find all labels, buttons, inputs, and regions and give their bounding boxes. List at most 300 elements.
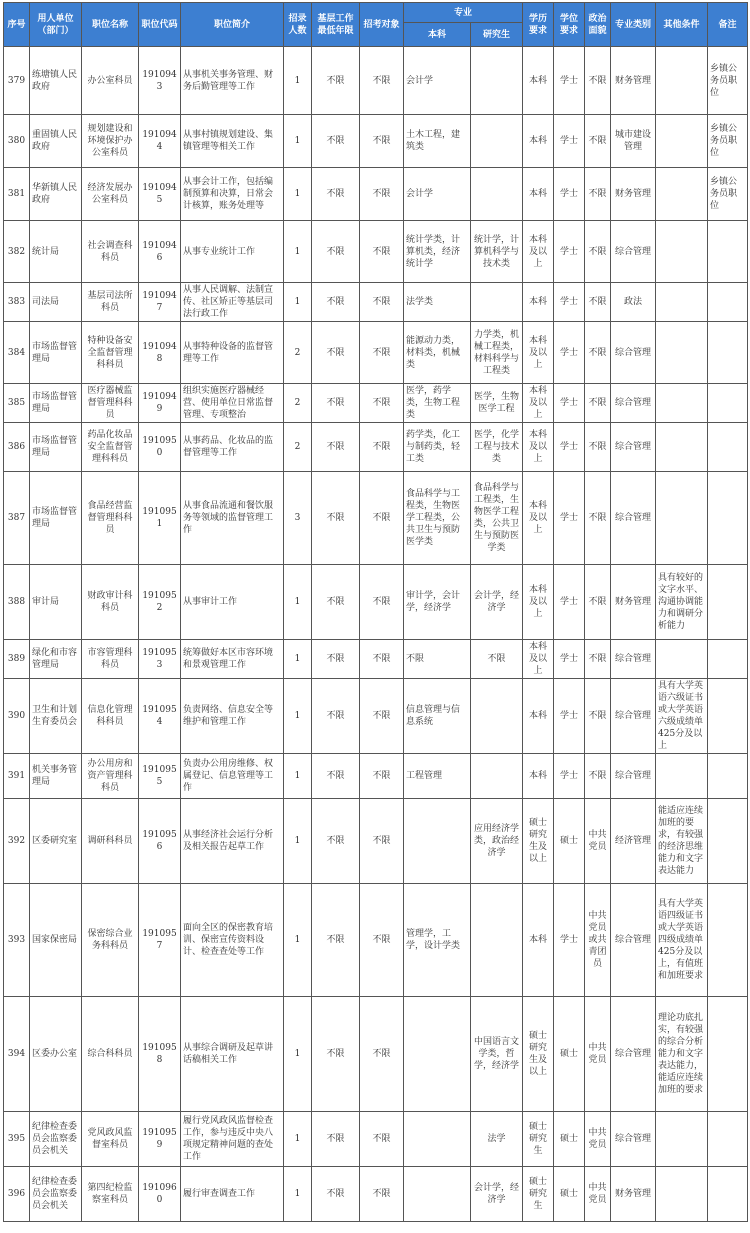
cell-grad-major: 医学，生物医学工程	[471, 384, 523, 423]
cell-unit: 练塘镇人民政府	[30, 47, 82, 115]
cell-category: 综合管理	[611, 221, 656, 283]
cell-target: 不限	[360, 423, 404, 472]
cell-undergrad-major: 土木工程，建筑类	[404, 115, 471, 168]
cell-other	[656, 472, 708, 565]
cell-note	[708, 322, 748, 384]
table-row	[4, 168, 748, 221]
cell-target: 不限	[360, 221, 404, 283]
cell-unit: 区委研究室	[30, 799, 82, 884]
cell-degree: 学士	[554, 168, 585, 221]
cell-category: 财务管理	[611, 47, 656, 115]
cell-grad-major	[471, 884, 523, 997]
cell-note	[708, 640, 748, 679]
cell-unit: 纪律检查委员会监察委员会机关	[30, 1167, 82, 1222]
cell-target: 不限	[360, 884, 404, 997]
cell-target: 不限	[360, 384, 404, 423]
cell-grad-major: 食品科学与工程类，生物医学工程类，公共卫生与预防医学类	[471, 472, 523, 565]
cell-note	[708, 799, 748, 884]
table-row	[4, 115, 748, 168]
table-row	[4, 884, 748, 997]
cell-grad-major	[471, 115, 523, 168]
cell-years: 不限	[312, 283, 360, 322]
cell-count: 1	[284, 1112, 312, 1167]
cell-position-name: 经济发展办公室科员	[82, 168, 139, 221]
col-years: 基层工作最低年限	[312, 3, 360, 47]
cell-target: 不限	[360, 754, 404, 799]
table-row	[4, 754, 748, 799]
cell-years: 不限	[312, 1167, 360, 1222]
cell-position-name: 社会调查科科员	[82, 221, 139, 283]
cell-target: 不限	[360, 47, 404, 115]
cell-grad-major: 中国语言文学类，哲学，经济学	[471, 997, 523, 1112]
cell-seq: 395	[4, 1112, 30, 1167]
cell-politics: 中共党员	[585, 799, 611, 884]
cell-education: 硕士研究生及以上	[523, 997, 554, 1112]
col-position-code: 职位代码	[139, 3, 181, 47]
cell-intro: 从事村镇规划建设、集镇管理等相关工作	[181, 115, 284, 168]
cell-years: 不限	[312, 221, 360, 283]
cell-note	[708, 1167, 748, 1222]
cell-other	[656, 423, 708, 472]
cell-category: 财务管理	[611, 565, 656, 640]
cell-seq: 382	[4, 221, 30, 283]
cell-note	[708, 884, 748, 997]
cell-intro: 从事经济社会运行分析及相关报告起草工作	[181, 799, 284, 884]
cell-politics: 不限	[585, 47, 611, 115]
col-seq: 序号	[4, 3, 30, 47]
cell-position-name: 调研科科员	[82, 799, 139, 884]
table-row	[4, 799, 748, 884]
cell-count: 1	[284, 221, 312, 283]
cell-politics: 不限	[585, 168, 611, 221]
col-target: 招考对象	[360, 3, 404, 47]
cell-unit: 市场监督管理局	[30, 322, 82, 384]
table-row	[4, 679, 748, 754]
cell-years: 不限	[312, 384, 360, 423]
cell-category: 城市建设管理	[611, 115, 656, 168]
cell-note	[708, 679, 748, 754]
table-row	[4, 640, 748, 679]
cell-position-code: 1910955	[139, 754, 181, 799]
cell-position-name: 办公用房和资产管理科科员	[82, 754, 139, 799]
cell-unit: 重固镇人民政府	[30, 115, 82, 168]
cell-intro: 组织实施医疗器械经营、使用单位日常监督管理、专项整治	[181, 384, 284, 423]
cell-note	[708, 423, 748, 472]
cell-target: 不限	[360, 472, 404, 565]
table-row	[4, 1167, 748, 1222]
cell-position-name: 第四纪检监察室科员	[82, 1167, 139, 1222]
cell-position-code: 1910943	[139, 47, 181, 115]
cell-intro: 统筹做好本区市容环境和景观管理工作	[181, 640, 284, 679]
cell-undergrad-major: 管理学，工学，设计学类	[404, 884, 471, 997]
col-category: 专业类别	[611, 3, 656, 47]
cell-category: 财务管理	[611, 1167, 656, 1222]
cell-position-name: 党风政风监督室科员	[82, 1112, 139, 1167]
cell-position-code: 1910957	[139, 884, 181, 997]
cell-degree: 学士	[554, 754, 585, 799]
cell-count: 1	[284, 47, 312, 115]
cell-category: 综合管理	[611, 640, 656, 679]
cell-seq: 391	[4, 754, 30, 799]
cell-other	[656, 322, 708, 384]
cell-intro: 负责办公用房维修、权属登记、信息管理等工作	[181, 754, 284, 799]
cell-intro: 从事会计工作，包括编制预算和决算，日常会计核算，账务处理等	[181, 168, 284, 221]
cell-grad-major: 统计学，计算机科学与技术类	[471, 221, 523, 283]
col-position-name: 职位名称	[82, 3, 139, 47]
cell-grad-major: 会计学，经济学	[471, 1167, 523, 1222]
table-row	[4, 472, 748, 565]
cell-politics: 不限	[585, 115, 611, 168]
cell-undergrad-major: 能源动力类，材料类，机械类	[404, 322, 471, 384]
cell-degree: 硕士	[554, 799, 585, 884]
cell-degree: 硕士	[554, 1112, 585, 1167]
cell-degree: 学士	[554, 322, 585, 384]
cell-target: 不限	[360, 1167, 404, 1222]
cell-unit: 司法局	[30, 283, 82, 322]
cell-unit: 绿化和市容管理局	[30, 640, 82, 679]
cell-note	[708, 565, 748, 640]
cell-years: 不限	[312, 640, 360, 679]
col-unit: 用人单位（部门）	[30, 3, 82, 47]
cell-unit: 卫生和计划生育委员会	[30, 679, 82, 754]
cell-politics: 中共党员	[585, 1167, 611, 1222]
col-other: 其他条件	[656, 3, 708, 47]
cell-unit: 市场监督管理局	[30, 423, 82, 472]
cell-note	[708, 221, 748, 283]
cell-position-code: 1910947	[139, 283, 181, 322]
cell-undergrad-major	[404, 799, 471, 884]
cell-category: 综合管理	[611, 1112, 656, 1167]
cell-position-code: 1910959	[139, 1112, 181, 1167]
cell-position-code: 1910944	[139, 115, 181, 168]
cell-position-name: 药品化妆品安全监督管理科科员	[82, 423, 139, 472]
cell-other: 具有大学英语四级证书或大学英语四级成绩单425分及以上，有值班和加班要求	[656, 884, 708, 997]
cell-unit: 统计局	[30, 221, 82, 283]
cell-target: 不限	[360, 1112, 404, 1167]
cell-other	[656, 168, 708, 221]
table-header	[4, 3, 748, 47]
cell-count: 1	[284, 754, 312, 799]
cell-seq: 381	[4, 168, 30, 221]
cell-note: 乡镇公务员职位	[708, 168, 748, 221]
cell-unit: 市场监督管理局	[30, 384, 82, 423]
cell-education: 硕士研究生	[523, 1167, 554, 1222]
col-undergrad: 本科	[404, 23, 471, 47]
cell-education: 本科及以上	[523, 423, 554, 472]
cell-note	[708, 1112, 748, 1167]
cell-politics: 不限	[585, 679, 611, 754]
cell-politics: 不限	[585, 221, 611, 283]
cell-education: 本科	[523, 754, 554, 799]
cell-years: 不限	[312, 115, 360, 168]
cell-position-code: 1910946	[139, 221, 181, 283]
cell-other: 具有大学英语六级证书或大学英语六级成绩单425分及以上	[656, 679, 708, 754]
cell-grad-major: 力学类，机械工程类，材料科学与工程类	[471, 322, 523, 384]
table-row	[4, 283, 748, 322]
cell-undergrad-major: 审计学，会计学，经济学	[404, 565, 471, 640]
cell-degree: 学士	[554, 384, 585, 423]
cell-degree: 学士	[554, 640, 585, 679]
cell-undergrad-major: 法学类	[404, 283, 471, 322]
cell-intro: 从事机关事务管理、财务后勤管理等工作	[181, 47, 284, 115]
col-education: 学历要求	[523, 3, 554, 47]
cell-position-code: 1910953	[139, 640, 181, 679]
col-intro: 职位简介	[181, 3, 284, 47]
cell-undergrad-major: 会计学	[404, 47, 471, 115]
cell-note	[708, 384, 748, 423]
cell-seq: 386	[4, 423, 30, 472]
cell-grad-major: 应用经济学类，政治经济学	[471, 799, 523, 884]
cell-education: 本科	[523, 679, 554, 754]
cell-position-name: 保密综合业务科科员	[82, 884, 139, 997]
cell-degree: 硕士	[554, 1167, 585, 1222]
cell-seq: 396	[4, 1167, 30, 1222]
cell-grad-major: 会计学，经济学	[471, 565, 523, 640]
cell-degree: 硕士	[554, 997, 585, 1112]
cell-years: 不限	[312, 799, 360, 884]
cell-degree: 学士	[554, 884, 585, 997]
cell-position-code: 1910948	[139, 322, 181, 384]
cell-other: 理论功底扎实，有较强的综合分析能力和文字表达能力，能适应连续加班的要求	[656, 997, 708, 1112]
cell-degree: 学士	[554, 283, 585, 322]
cell-position-code: 1910956	[139, 799, 181, 884]
cell-position-name: 医疗器械监督管理科科员	[82, 384, 139, 423]
cell-target: 不限	[360, 679, 404, 754]
cell-education: 硕士研究生	[523, 1112, 554, 1167]
cell-politics: 不限	[585, 322, 611, 384]
cell-other	[656, 384, 708, 423]
cell-target: 不限	[360, 997, 404, 1112]
cell-politics: 中共党员	[585, 997, 611, 1112]
cell-intro: 履行审查调查工作	[181, 1167, 284, 1222]
col-degree: 学位要求	[554, 3, 585, 47]
cell-undergrad-major: 会计学	[404, 168, 471, 221]
cell-position-code: 1910951	[139, 472, 181, 565]
table-row	[4, 1112, 748, 1167]
cell-position-name: 财政审计科科员	[82, 565, 139, 640]
cell-years: 不限	[312, 754, 360, 799]
cell-intro: 从事人民调解、法制宣传、社区矫正等基层司法行政工作	[181, 283, 284, 322]
cell-count: 1	[284, 565, 312, 640]
cell-position-name: 办公室科员	[82, 47, 139, 115]
cell-politics: 不限	[585, 283, 611, 322]
cell-seq: 388	[4, 565, 30, 640]
cell-intro: 从事特种设备的监督管理等工作	[181, 322, 284, 384]
cell-undergrad-major: 工程管理	[404, 754, 471, 799]
cell-degree: 学士	[554, 679, 585, 754]
table-body	[4, 47, 748, 1222]
cell-degree: 学士	[554, 221, 585, 283]
cell-other	[656, 1112, 708, 1167]
cell-seq: 394	[4, 997, 30, 1112]
cell-count: 3	[284, 472, 312, 565]
cell-other: 具有较好的文字水平、沟通协调能力和调研分析能力	[656, 565, 708, 640]
cell-grad-major	[471, 679, 523, 754]
cell-politics: 不限	[585, 384, 611, 423]
cell-other	[656, 1167, 708, 1222]
cell-unit: 机关事务管理局	[30, 754, 82, 799]
cell-undergrad-major	[404, 997, 471, 1112]
cell-count: 1	[284, 283, 312, 322]
cell-note	[708, 754, 748, 799]
cell-years: 不限	[312, 168, 360, 221]
cell-years: 不限	[312, 884, 360, 997]
cell-undergrad-major: 不限	[404, 640, 471, 679]
cell-years: 不限	[312, 472, 360, 565]
table-row	[4, 221, 748, 283]
cell-category: 综合管理	[611, 472, 656, 565]
cell-other	[656, 283, 708, 322]
cell-target: 不限	[360, 565, 404, 640]
cell-position-code: 1910954	[139, 679, 181, 754]
cell-position-code: 1910950	[139, 423, 181, 472]
cell-education: 本科	[523, 283, 554, 322]
cell-other	[656, 221, 708, 283]
cell-education: 本科	[523, 168, 554, 221]
cell-seq: 385	[4, 384, 30, 423]
cell-grad-major	[471, 754, 523, 799]
cell-politics: 不限	[585, 640, 611, 679]
cell-category: 财务管理	[611, 168, 656, 221]
cell-note	[708, 997, 748, 1112]
cell-intro: 从事综合调研及起草讲话稿相关工作	[181, 997, 284, 1112]
cell-intro: 从事专业统计工作	[181, 221, 284, 283]
cell-degree: 学士	[554, 115, 585, 168]
cell-years: 不限	[312, 423, 360, 472]
cell-years: 不限	[312, 565, 360, 640]
cell-unit: 区委办公室	[30, 997, 82, 1112]
table-row	[4, 384, 748, 423]
cell-years: 不限	[312, 997, 360, 1112]
cell-position-code: 1910960	[139, 1167, 181, 1222]
cell-undergrad-major: 食品科学与工程类，生物医学工程类，公共卫生与预防医学类	[404, 472, 471, 565]
cell-seq: 389	[4, 640, 30, 679]
col-politics: 政治面貌	[585, 3, 611, 47]
cell-position-name: 食品经营监督管理科科员	[82, 472, 139, 565]
cell-category: 综合管理	[611, 997, 656, 1112]
cell-other	[656, 640, 708, 679]
cell-degree: 学士	[554, 423, 585, 472]
cell-seq: 390	[4, 679, 30, 754]
cell-intro: 面向全区的保密教育培训、保密宣传资料设计、检查查处等工作	[181, 884, 284, 997]
cell-count: 1	[284, 997, 312, 1112]
cell-education: 本科及以上	[523, 565, 554, 640]
cell-position-code: 1910952	[139, 565, 181, 640]
cell-unit: 华新镇人民政府	[30, 168, 82, 221]
cell-position-name: 综合科科员	[82, 997, 139, 1112]
cell-count: 1	[284, 640, 312, 679]
cell-intro: 从事审计工作	[181, 565, 284, 640]
cell-unit: 国家保密局	[30, 884, 82, 997]
cell-grad-major	[471, 283, 523, 322]
cell-category: 综合管理	[611, 679, 656, 754]
cell-position-code: 1910945	[139, 168, 181, 221]
cell-target: 不限	[360, 799, 404, 884]
cell-undergrad-major: 统计学类，计算机类，经济统计学	[404, 221, 471, 283]
table-row	[4, 997, 748, 1112]
cell-category: 综合管理	[611, 423, 656, 472]
cell-education: 本科及以上	[523, 640, 554, 679]
cell-target: 不限	[360, 283, 404, 322]
cell-position-code: 1910958	[139, 997, 181, 1112]
cell-years: 不限	[312, 1112, 360, 1167]
cell-seq: 379	[4, 47, 30, 115]
cell-intro: 履行党风政风监督检查工作，参与违反中央八项规定精神问题的查处工作	[181, 1112, 284, 1167]
cell-education: 本科	[523, 115, 554, 168]
cell-category: 综合管理	[611, 384, 656, 423]
cell-count: 1	[284, 1167, 312, 1222]
cell-seq: 383	[4, 283, 30, 322]
cell-grad-major	[471, 168, 523, 221]
cell-note: 乡镇公务员职位	[708, 47, 748, 115]
table-row	[4, 423, 748, 472]
cell-seq: 380	[4, 115, 30, 168]
cell-other	[656, 47, 708, 115]
cell-education: 本科及以上	[523, 472, 554, 565]
cell-degree: 学士	[554, 47, 585, 115]
cell-education: 本科及以上	[523, 322, 554, 384]
cell-count: 2	[284, 322, 312, 384]
table-row	[4, 47, 748, 115]
cell-category: 综合管理	[611, 754, 656, 799]
cell-undergrad-major	[404, 1167, 471, 1222]
cell-degree: 学士	[554, 565, 585, 640]
cell-years: 不限	[312, 322, 360, 384]
cell-seq: 392	[4, 799, 30, 884]
cell-unit: 审计局	[30, 565, 82, 640]
cell-politics: 中共党员或共青团员	[585, 884, 611, 997]
cell-count: 2	[284, 384, 312, 423]
cell-grad-major: 法学	[471, 1112, 523, 1167]
cell-category: 政法	[611, 283, 656, 322]
cell-count: 1	[284, 679, 312, 754]
cell-position-name: 特种设备安全监督管理科科员	[82, 322, 139, 384]
cell-count: 1	[284, 168, 312, 221]
cell-education: 本科	[523, 884, 554, 997]
cell-politics: 不限	[585, 565, 611, 640]
cell-politics: 不限	[585, 472, 611, 565]
cell-grad-major	[471, 47, 523, 115]
cell-target: 不限	[360, 168, 404, 221]
cell-target: 不限	[360, 322, 404, 384]
recruitment-table-sheet	[3, 2, 747, 1220]
cell-politics: 不限	[585, 423, 611, 472]
cell-category: 综合管理	[611, 884, 656, 997]
cell-position-name: 基层司法所科员	[82, 283, 139, 322]
cell-seq: 387	[4, 472, 30, 565]
cell-note	[708, 472, 748, 565]
cell-undergrad-major: 信息管理与信息系统	[404, 679, 471, 754]
cell-note	[708, 283, 748, 322]
cell-count: 1	[284, 884, 312, 997]
cell-category: 经济管理	[611, 799, 656, 884]
cell-position-code: 1910949	[139, 384, 181, 423]
cell-intro: 从事药品、化妆品的监督管理等工作	[181, 423, 284, 472]
recruitment-table	[3, 2, 748, 1222]
cell-other: 能适应连续加班的要求，有较强的经济思维能力和文字表达能力	[656, 799, 708, 884]
cell-intro: 从事食品流通和餐饮服务等领域的监督管理工作	[181, 472, 284, 565]
cell-other	[656, 754, 708, 799]
cell-position-name: 信息化管理科科员	[82, 679, 139, 754]
cell-undergrad-major: 药学类，化工与制药类，轻工类	[404, 423, 471, 472]
cell-undergrad-major	[404, 1112, 471, 1167]
cell-note: 乡镇公务员职位	[708, 115, 748, 168]
cell-category: 综合管理	[611, 322, 656, 384]
cell-seq: 393	[4, 884, 30, 997]
cell-politics: 中共党员	[585, 1112, 611, 1167]
cell-politics: 不限	[585, 754, 611, 799]
table-row	[4, 322, 748, 384]
